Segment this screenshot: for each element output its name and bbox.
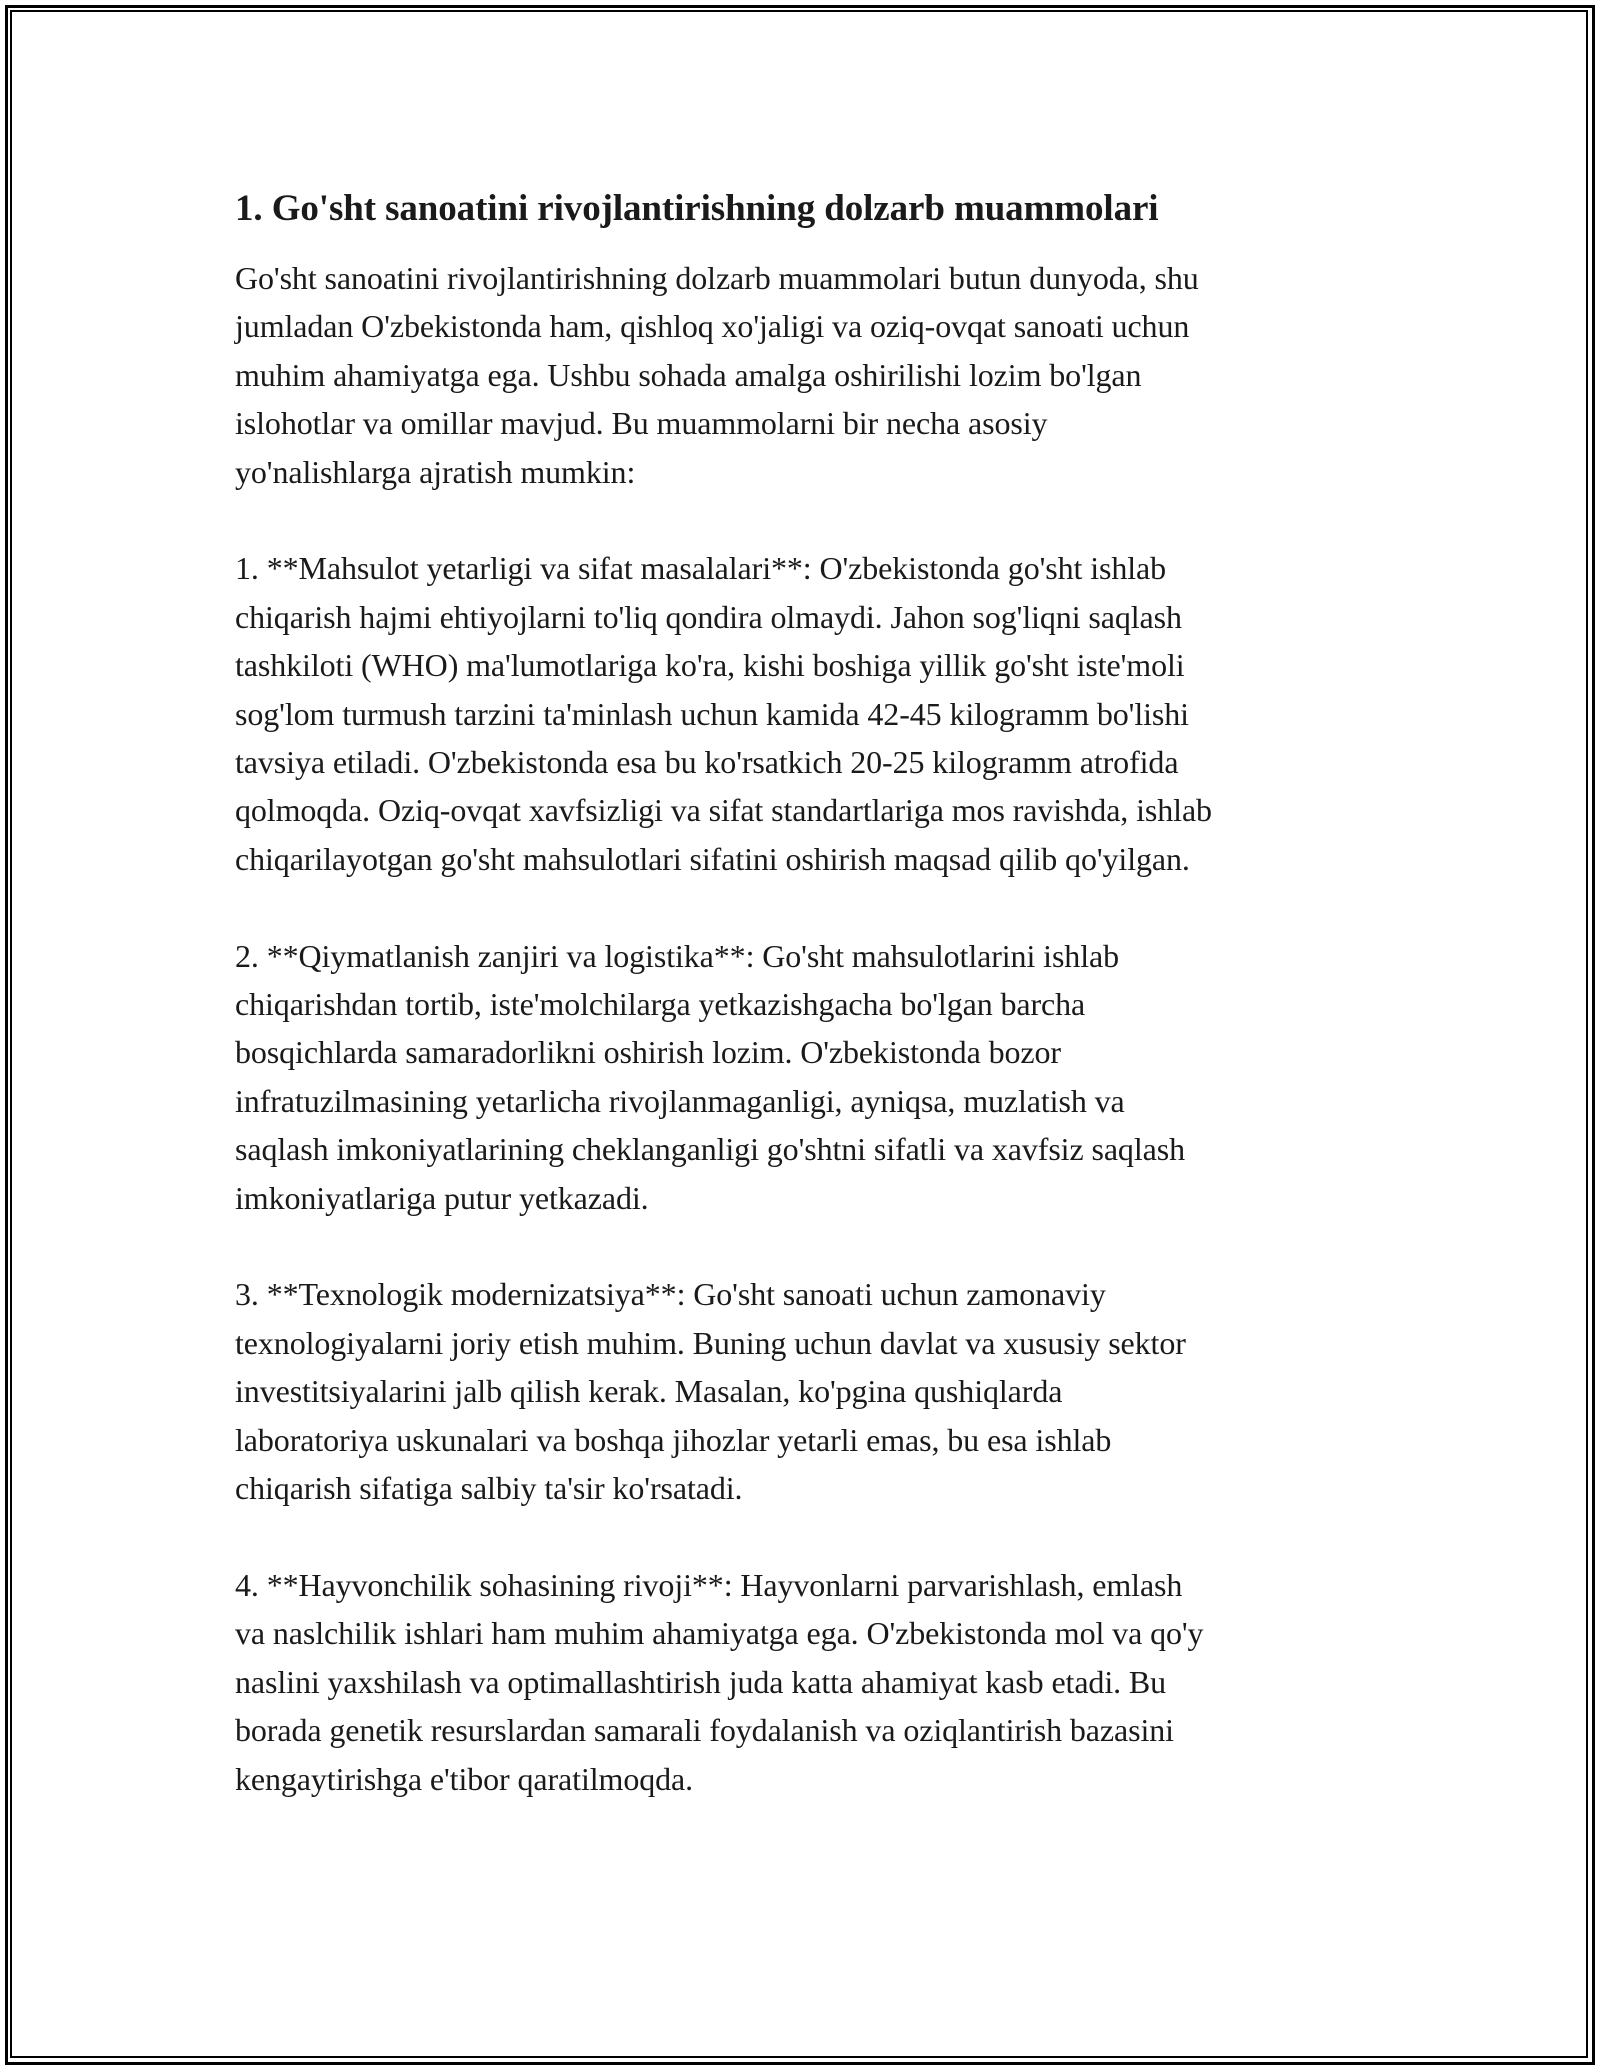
document-body	[235, 186, 1370, 1851]
paragraph-line: chiqarish hajmi ehtiyojlarni to'liq qondira olmaydi. Jahon sog'liqni saqlash	[235, 598, 1182, 635]
paragraph-line: 3. **Texnologik modernizatsiya**: Go'sht sanoati uchun zamonaviy	[235, 1276, 1106, 1313]
paragraph-line: texnologiyalarni joriy etish muhim. Buning uchun davlat va xususiy sektor	[235, 1324, 1186, 1361]
document-heading: 1. Go'sht sanoatini rivojlantirishning dolzarb muammolari	[235, 188, 1159, 229]
paragraph-line: tashkiloti (WHO) ma'lumotlariga ko'ra, kishi boshiga yillik go'sht iste'moli	[235, 647, 1185, 684]
paragraph-line: saqlash imkoniyatlarining cheklanganligi go'shtni sifatli va xavfsiz saqlash	[235, 1131, 1185, 1168]
paragraph-line: 1. **Mahsulot yetarligi va sifat masalalari**: O'zbekistonda go'sht ishlab	[235, 550, 1167, 587]
paragraph-line: laboratoriya uskunalari va boshqa jihozlar yetarli emas, bu esa ishlab	[235, 1421, 1112, 1458]
paragraph-line: infratuzilmasining yetarlicha rivojlanmaganligi, ayniqsa, muzlatish va	[235, 1082, 1125, 1119]
paragraph-line: tavsiya etiladi. O'zbekistonda esa bu ko'rsatkich 20-25 kilogramm atrofida	[235, 744, 1179, 781]
intro-paragraph	[235, 254, 1370, 496]
paragraph-line: chiqarilayotgan go'sht mahsulotlari sifatini oshirish maqsad qilib qo'yilgan.	[235, 840, 1190, 877]
paragraph-line: muhim ahamiyatga ega. Ushbu sohada amalga oshirilishi lozim bo'lgan	[235, 356, 1142, 393]
paragraph-line: 4. **Hayvonchilik sohasining rivoji**: Hayvonlarni parvarishlash, emlash	[235, 1566, 1183, 1603]
paragraph-line: bosqichlarda samaradorlikni oshirish lozim. O'zbekistonda bozor	[235, 1034, 1061, 1071]
paragraph-line: imkoniyatlariga putur yetkazadi.	[235, 1179, 649, 1216]
paragraph-line: qolmoqda. Oziq-ovqat xavfsizligi va sifat standartlariga mos ravishda, ishlab	[235, 792, 1212, 829]
paragraph-line: naslini yaxshilash va optimallashtirish juda katta ahamiyat kasb etadi. Bu	[235, 1663, 1167, 1700]
list-item-product-quality	[235, 544, 1370, 883]
paragraph-line: kengaytirishga e'tibor qaratilmoqda.	[235, 1760, 694, 1797]
paragraph-line: jumladan O'zbekistonda ham, qishloq xo'jaligi va oziq-ovqat sanoati uchun	[235, 308, 1190, 345]
paragraph-line: yo'nalishlarga ajratish mumkin:	[235, 453, 636, 490]
paragraph-line: Go'sht sanoatini rivojlantirishning dolzarb muammolari butun dunyoda, shu	[235, 260, 1199, 296]
paragraph-line: borada genetik resurslardan samarali foydalanish va oziqlantirish bazasini	[235, 1712, 1174, 1749]
list-item-livestock	[235, 1561, 1370, 1803]
paragraph-line: investitsiyalarini jalb qilish kerak. Masalan, ko'pgina qushiqlarda	[235, 1373, 1063, 1410]
paragraph-line: chiqarishdan tortib, iste'molchilarga yetkazishgacha bo'lgan barcha	[235, 986, 1086, 1023]
paragraph-line: sog'lom turmush tarzini ta'minlash uchun kamida 42-45 kilogramm bo'lishi	[235, 695, 1189, 732]
list-item-value-chain	[235, 932, 1370, 1222]
paragraph-line: 2. **Qiymatlanish zanjiri va logistika**: Go'sht mahsulotlarini ishlab	[235, 937, 1119, 974]
list-item-tech-modernization	[235, 1270, 1370, 1512]
paragraph-line: chiqarish sifatiga salbiy ta'sir ko'rsatadi.	[235, 1470, 743, 1507]
paragraph-line: va naslchilik ishlari ham muhim ahamiyatga ega. O'zbekistonda mol va qo'y	[235, 1615, 1204, 1652]
paragraph-line: islohotlar va omillar mavjud. Bu muammolarni bir necha asosiy	[235, 405, 1048, 442]
